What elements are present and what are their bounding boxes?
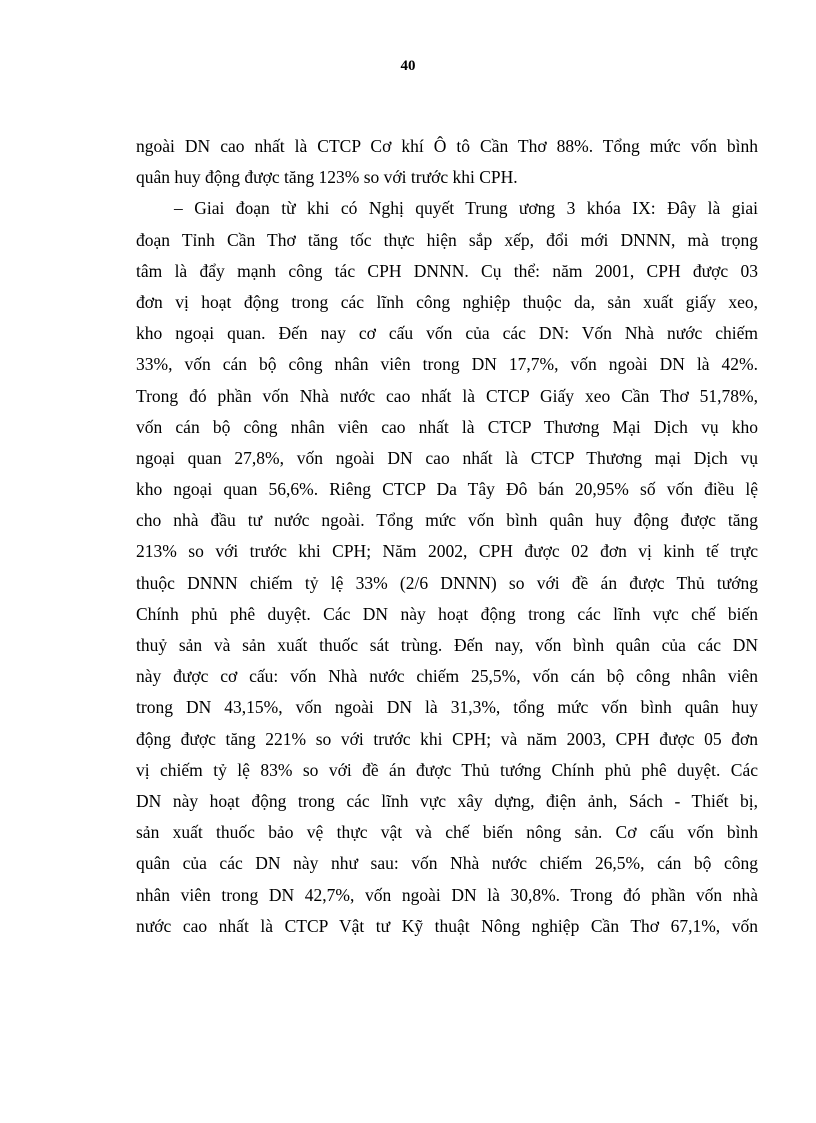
text-line: nhân viên trong DN 42,7%, vốn ngoài DN là 30,8%. Trong đó phần vốn nhà xyxy=(136,884,758,905)
text-line: – Giai đoạn từ khi có Nghị quyết Trung ương 3 khóa IX: Đây là giai xyxy=(174,198,758,219)
text-line: Chính phủ phê duyệt. Các DN này hoạt động trong các lĩnh vực chế biến xyxy=(136,603,758,624)
text-line: quân huy động được tăng 123% so với trước khi CPH. xyxy=(136,167,518,188)
text-line: đoạn Tỉnh Cần Thơ tăng tốc thực hiện sắp xếp, đổi mới DNNN, mà trọng xyxy=(136,229,758,250)
text-line: thuộc DNNN chiếm tỷ lệ 33% (2/6 DNNN) so với đề án được Thủ tướng xyxy=(136,572,758,593)
text-line: quân của các DN này như sau: vốn Nhà nước chiếm 26,5%, cán bộ công xyxy=(136,853,758,874)
body-text xyxy=(136,131,758,942)
text-line: ngoại quan 27,8%, vốn ngoài DN cao nhất là CTCP Thương mại Dịch vụ xyxy=(136,447,758,468)
text-line: vốn cán bộ công nhân viên cao nhất là CTCP Thương Mại Dịch vụ kho xyxy=(136,416,758,437)
text-line: thuỷ sản và sản xuất thuốc sát trùng. Đến nay, vốn bình quân của các DN xyxy=(136,635,758,655)
text-line: DN này hoạt động trong các lĩnh vực xây dựng, điện ảnh, Sách - Thiết bị, xyxy=(136,790,758,811)
text-line: đơn vị hoạt động trong các lĩnh công nghiệp thuộc da, sản xuất giấy xeo, xyxy=(136,291,758,312)
text-line: này được cơ cấu: vốn Nhà nước chiếm 25,5%, vốn cán bộ công nhân viên xyxy=(136,666,758,687)
text-line: trong DN 43,15%, vốn ngoài DN là 31,3%, tổng mức vốn bình quân huy xyxy=(136,697,758,718)
text-line: Trong đó phần vốn Nhà nước cao nhất là CTCP Giấy xeo Cần Thơ 51,78%, xyxy=(136,385,758,406)
text-line: ngoài DN cao nhất là CTCP Cơ khí Ô tô Cần Thơ 88%. Tổng mức vốn bình xyxy=(136,136,758,156)
text-line: 33%, vốn cán bộ công nhân viên trong DN 17,7%, vốn ngoài DN là 42%. xyxy=(136,354,758,375)
text-line: sản xuất thuốc bảo vệ thực vật và chế biến nông sản. Cơ cấu vốn bình xyxy=(136,822,758,843)
text-line: cho nhà đầu tư nước ngoài. Tổng mức vốn bình quân huy động được tăng xyxy=(136,510,758,531)
text-line: 213% so với trước khi CPH; Năm 2002, CPH được 02 đơn vị kinh tế trực xyxy=(136,541,758,562)
text-line: kho ngoại quan 56,6%. Riêng CTCP Da Tây Đô bán 20,95% số vốn điều lệ xyxy=(136,479,758,500)
text-line: tâm là đẩy mạnh công tác CPH DNNN. Cụ thể: năm 2001, CPH được 03 xyxy=(136,260,758,281)
text-line: kho ngoại quan. Đến nay cơ cấu vốn của các DN: Vốn Nhà nước chiếm xyxy=(136,323,758,344)
text-line: nước cao nhất là CTCP Vật tư Kỹ thuật Nông nghiệp Cần Thơ 67,1%, vốn xyxy=(136,915,758,936)
page-number: 40 xyxy=(400,58,416,74)
text-line: vị chiếm tỷ lệ 83% so với đề án được Thủ tướng Chính phủ phê duyệt. Các xyxy=(136,759,758,780)
text-line: động được tăng 221% so với trước khi CPH; và năm 2003, CPH được 05 đơn xyxy=(136,728,758,749)
